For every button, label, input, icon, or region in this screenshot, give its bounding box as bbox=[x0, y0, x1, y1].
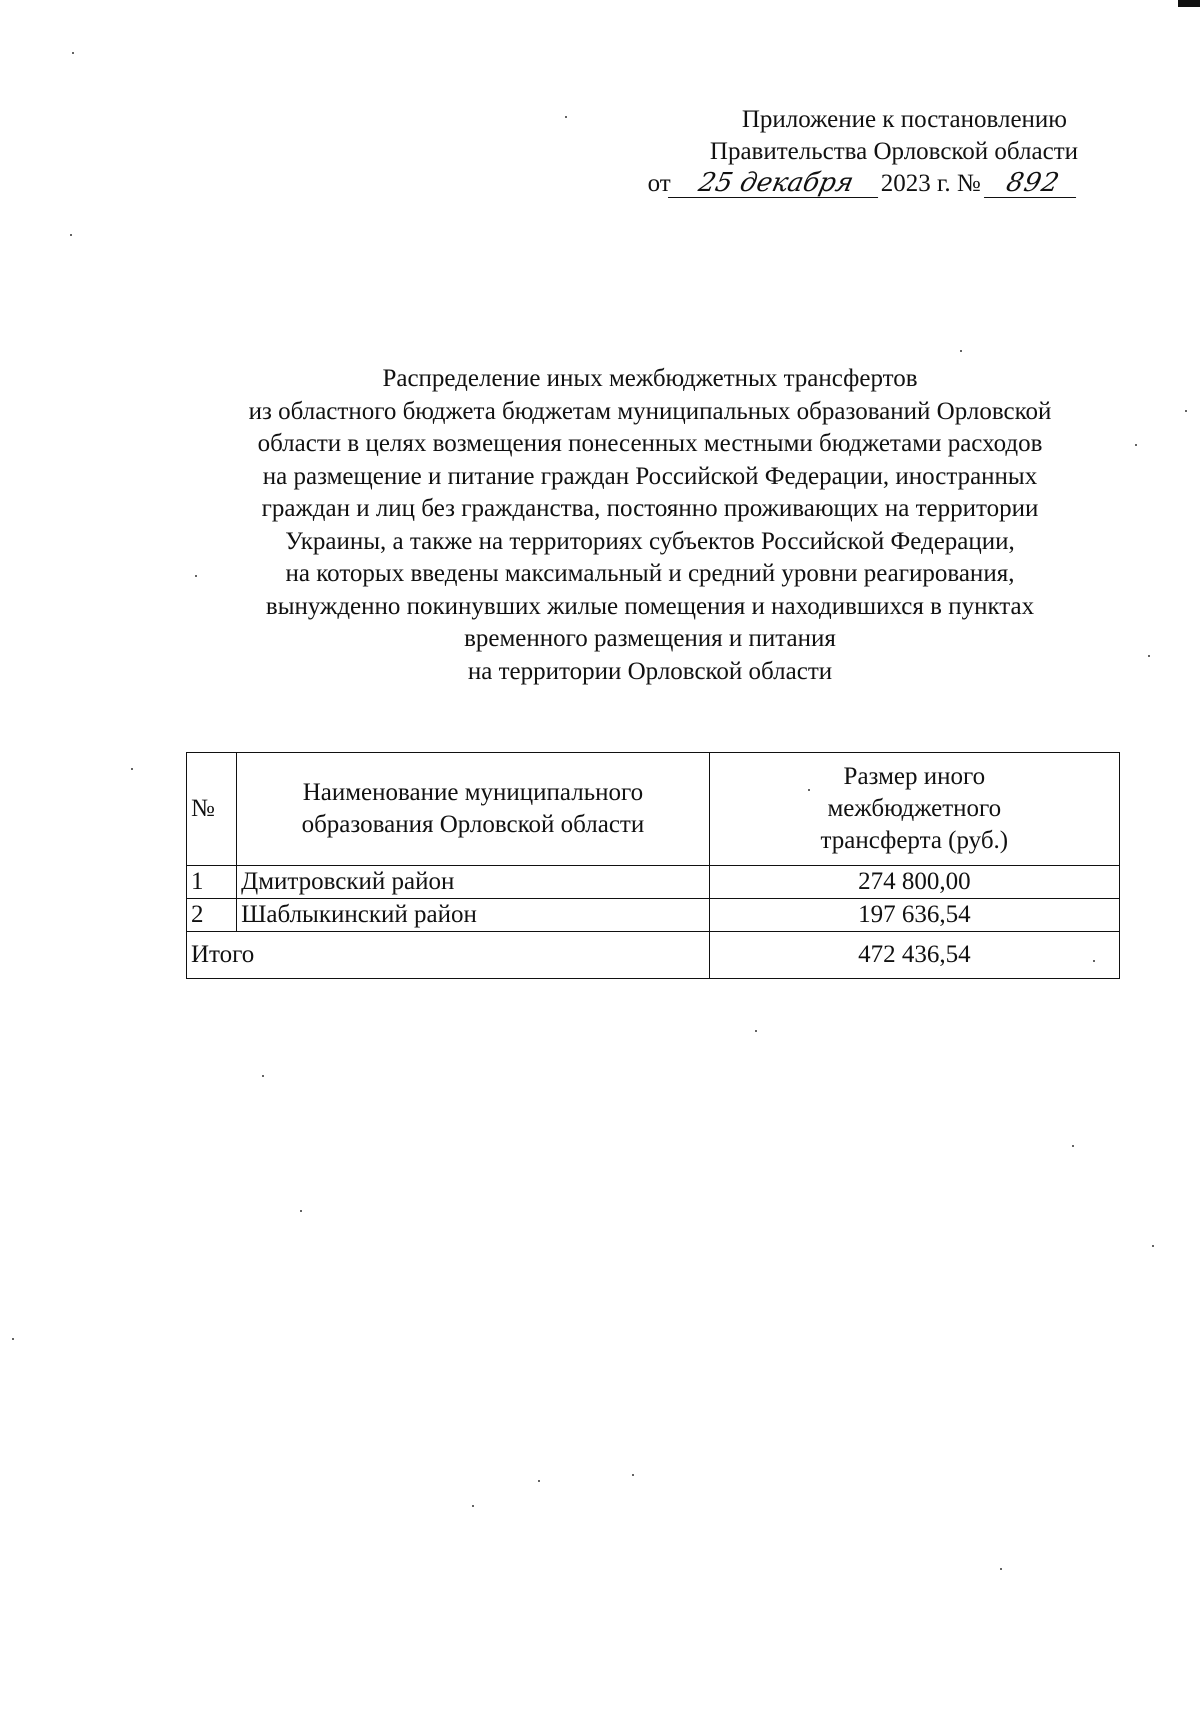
scan-speck bbox=[538, 1480, 540, 1482]
scan-speck bbox=[808, 789, 810, 791]
title-line: Украины, а также на территориях субъектов Российской Федерации, bbox=[285, 527, 1015, 555]
title-line: на размещение и питание граждан Российской Федерации, иностранных bbox=[262, 462, 1038, 490]
scan-speck bbox=[1185, 410, 1187, 412]
scan-speck bbox=[472, 1505, 474, 1507]
document-header bbox=[600, 104, 1080, 200]
header-amount-line: Размер иного bbox=[843, 763, 986, 790]
scan-speck bbox=[565, 116, 567, 118]
row-number: 2 bbox=[187, 899, 237, 932]
handwritten-date: 25 декабря bbox=[668, 169, 884, 198]
date-prefix: от bbox=[647, 170, 671, 197]
date-year: 2023 г. № bbox=[880, 170, 981, 197]
scan-speck bbox=[1135, 444, 1137, 446]
row-municipality: Шаблыкинский район bbox=[237, 899, 710, 932]
title-line: на территории Орловской области bbox=[467, 657, 833, 685]
title-line: граждан и лиц без гражданства, постоянно проживающих на территории bbox=[261, 495, 1039, 522]
title-line: из областного бюджета бюджетам муниципальных образований Орловской bbox=[248, 397, 1052, 425]
transfers-table bbox=[186, 752, 1120, 979]
table-row bbox=[187, 866, 1120, 899]
table-row bbox=[187, 899, 1120, 932]
total-label: Итого bbox=[187, 932, 710, 979]
document-title bbox=[120, 363, 1180, 688]
header-amount-line: трансферта (руб.) bbox=[820, 827, 1009, 854]
title-line: вынужденно покинувших жилые помещения и находившихся в пунктах bbox=[265, 592, 1035, 620]
header-government-line: Правительства Орловской области bbox=[709, 138, 1078, 165]
scan-speck bbox=[300, 1210, 302, 1212]
table-total-row bbox=[187, 932, 1120, 979]
scan-speck bbox=[1148, 655, 1150, 657]
scan-corner-mark bbox=[1178, 0, 1200, 7]
header-number-cell: № bbox=[187, 753, 237, 866]
header-amount-cell bbox=[709, 753, 1119, 866]
scan-speck bbox=[960, 350, 962, 352]
header-name-line: образования Орловской области bbox=[301, 811, 645, 838]
title-line: на которых введены максимальный и средний уровни реагирования, bbox=[285, 560, 1015, 587]
table-header-row bbox=[187, 753, 1120, 866]
header-name-cell bbox=[237, 753, 710, 866]
header-date-line bbox=[600, 168, 1080, 200]
row-amount: 197 636,54 bbox=[709, 899, 1119, 932]
scan-speck bbox=[70, 234, 72, 236]
row-municipality: Дмитровский район bbox=[237, 866, 710, 899]
scan-speck bbox=[1000, 1568, 1002, 1570]
handwritten-number: 892 bbox=[984, 169, 1082, 198]
scan-speck bbox=[1093, 960, 1095, 962]
scan-speck bbox=[1072, 1145, 1074, 1147]
scan-speck bbox=[632, 1474, 634, 1476]
scan-speck bbox=[1152, 1245, 1154, 1247]
scan-speck bbox=[12, 1338, 14, 1340]
scan-speck bbox=[195, 575, 197, 577]
title-line: области в целях возмещения понесенных местными бюджетами расходов bbox=[257, 430, 1043, 457]
header-appendix-line: Приложение к постановлению bbox=[741, 106, 1067, 133]
row-number: 1 bbox=[187, 866, 237, 899]
header-name-line: Наименование муниципального bbox=[302, 779, 644, 806]
title-line: Распределение иных межбюджетных трансфертов bbox=[382, 365, 918, 392]
total-amount: 472 436,54 bbox=[709, 932, 1119, 979]
header-amount-line: межбюджетного bbox=[827, 795, 1002, 822]
scan-speck bbox=[262, 1075, 264, 1077]
row-amount: 274 800,00 bbox=[709, 866, 1119, 899]
scan-speck bbox=[72, 52, 74, 54]
scan-speck bbox=[131, 768, 133, 770]
scan-speck bbox=[755, 1030, 757, 1032]
title-line: временного размещения и питания bbox=[464, 625, 836, 652]
